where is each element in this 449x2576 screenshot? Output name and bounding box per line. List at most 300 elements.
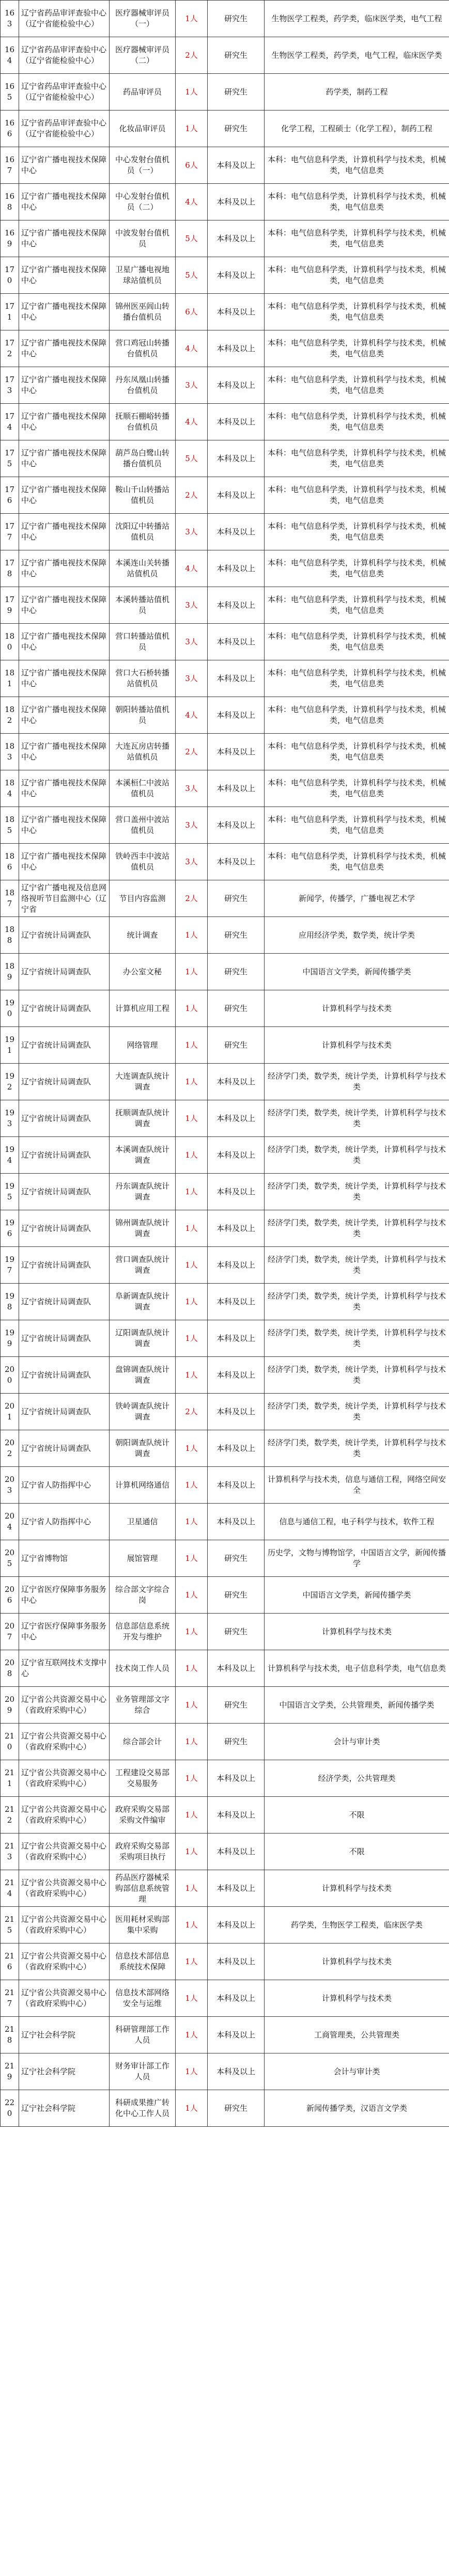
position-name: 抚顺调查队统计调查 (110, 1100, 176, 1137)
table-row (1, 1027, 449, 1064)
table-row (1, 404, 449, 440)
row-number: 201 (1, 1394, 19, 1430)
headcount: 1人 (176, 1540, 208, 1577)
table-row (1, 550, 449, 587)
row-number: 218 (1, 2017, 19, 2053)
major-requirement: 经济学门类，数学类，统计学类，计算机科学与技术类 (265, 1357, 449, 1394)
education-requirement: 本科及以上 (208, 587, 265, 624)
major-requirement: 本科：电气信息科学类，计算机科学与技术类，机械类，电气信息类 (265, 440, 449, 477)
employer-unit: 辽宁省广播电视技术保障中心 (19, 844, 110, 880)
row-number: 174 (1, 404, 19, 440)
employer-unit: 辽宁省统计局调查队 (19, 954, 110, 990)
education-requirement: 本科及以上 (208, 220, 265, 257)
employer-unit: 辽宁省统计局调查队 (19, 1064, 110, 1100)
major-requirement: 不限 (265, 1834, 449, 1870)
row-number: 190 (1, 990, 19, 1027)
headcount: 1人 (176, 1, 208, 37)
position-name: 科研管理部工作人员 (110, 2017, 176, 2053)
row-number: 187 (1, 880, 19, 917)
headcount: 6人 (176, 294, 208, 330)
major-requirement: 本科：电气信息科学类，计算机科学与技术类，机械类，电气信息类 (265, 660, 449, 697)
row-number: 170 (1, 257, 19, 294)
row-number: 173 (1, 367, 19, 404)
employer-unit: 辽宁省广播电视技术保障中心 (19, 477, 110, 514)
position-name: 财务审计部工作人员 (110, 2053, 176, 2090)
major-requirement: 经济学门类，数学类，统计学类，计算机科学与技术类 (265, 1430, 449, 1467)
education-requirement: 本科及以上 (208, 1504, 265, 1540)
education-requirement: 本科及以上 (208, 1210, 265, 1247)
table-row (1, 1540, 449, 1577)
row-number: 166 (1, 110, 19, 147)
headcount: 1人 (176, 1797, 208, 1834)
education-requirement: 本科及以上 (208, 1064, 265, 1100)
major-requirement: 本科：电气信息科学类，计算机科学与技术类，机械类，电气信息类 (265, 624, 449, 660)
position-name: 大连瓦房店转播站值机员 (110, 734, 176, 770)
employer-unit: 辽宁省公共资源交易中心（省政府采购中心） (19, 1760, 110, 1797)
employer-unit: 辽宁省药品审评查验中心（辽宁省能检验中心） (19, 74, 110, 110)
major-requirement: 信息与通信工程，电子科学与技术，软件工程 (265, 1504, 449, 1540)
employer-unit: 辽宁省医疗保障事务服务中心 (19, 1577, 110, 1614)
position-name: 信息技术部网络安全与运维 (110, 1980, 176, 2017)
row-number: 168 (1, 184, 19, 220)
position-name: 葫芦岛白鹭山转播台值机员 (110, 440, 176, 477)
headcount: 1人 (176, 1687, 208, 1724)
row-number: 189 (1, 954, 19, 990)
table-row (1, 1687, 449, 1724)
position-name: 中心发射台值机员（二） (110, 184, 176, 220)
major-requirement: 本科：电气信息科学类，计算机科学与技术类，机械类，电气信息类 (265, 147, 449, 184)
table-row (1, 1980, 449, 2017)
education-requirement: 本科及以上 (208, 1797, 265, 1834)
row-number: 215 (1, 1907, 19, 1943)
employer-unit: 辽宁省公共资源交易中心（省政府采购中心） (19, 1687, 110, 1724)
major-requirement: 本科：电气信息科学类，计算机科学与技术类，机械类，电气信息类 (265, 770, 449, 807)
education-requirement: 研究生 (208, 1, 265, 37)
row-number: 198 (1, 1284, 19, 1320)
headcount: 1人 (176, 1467, 208, 1504)
education-requirement: 本科及以上 (208, 734, 265, 770)
headcount: 4人 (176, 184, 208, 220)
row-number: 163 (1, 1, 19, 37)
employer-unit: 辽宁省广播电视技术保障中心 (19, 184, 110, 220)
position-name: 药品审评员 (110, 74, 176, 110)
employer-unit: 辽宁省统计局调查队 (19, 1137, 110, 1174)
headcount: 1人 (176, 1357, 208, 1394)
major-requirement: 经济学门类，数学类，统计学类，计算机科学与技术类 (265, 1247, 449, 1284)
headcount: 3人 (176, 770, 208, 807)
employer-unit: 辽宁省广播电视技术保障中心 (19, 770, 110, 807)
table-row (1, 807, 449, 844)
table-row (1, 1210, 449, 1247)
major-requirement: 经济学门类，数学类，统计学类，计算机科学与技术类 (265, 1320, 449, 1357)
employer-unit: 辽宁省广播电视技术保障中心 (19, 807, 110, 844)
row-number: 164 (1, 37, 19, 74)
headcount: 1人 (176, 2090, 208, 2127)
table-row (1, 734, 449, 770)
employer-unit: 辽宁省广播电视技术保障中心 (19, 624, 110, 660)
major-requirement: 本科：电气信息科学类，计算机科学与技术类，机械类，电气信息类 (265, 844, 449, 880)
major-requirement: 计算机科学与技术类，电子信息科学类，电气信息类 (265, 1650, 449, 1687)
table-row (1, 367, 449, 404)
table-row (1, 147, 449, 184)
table-row (1, 1357, 449, 1394)
education-requirement: 研究生 (208, 1027, 265, 1064)
major-requirement: 会计与审计类 (265, 2053, 449, 2090)
table-row (1, 1394, 449, 1430)
row-number: 207 (1, 1614, 19, 1650)
headcount: 5人 (176, 220, 208, 257)
employer-unit: 辽宁省互联网技术支撑中心 (19, 1650, 110, 1687)
education-requirement: 本科及以上 (208, 660, 265, 697)
position-name: 本溪连山关转播站值机员 (110, 550, 176, 587)
headcount: 1人 (176, 1650, 208, 1687)
education-requirement: 本科及以上 (208, 257, 265, 294)
education-requirement: 本科及以上 (208, 1394, 265, 1430)
row-number: 199 (1, 1320, 19, 1357)
education-requirement: 本科及以上 (208, 1650, 265, 1687)
employer-unit: 辽宁省广播电视技术保障中心 (19, 257, 110, 294)
position-name: 鞍山千山转播站值机员 (110, 477, 176, 514)
employer-unit: 辽宁省广播电视技术保障中心 (19, 220, 110, 257)
row-number: 197 (1, 1247, 19, 1284)
table-row (1, 2090, 449, 2127)
row-number: 217 (1, 1980, 19, 2017)
major-requirement: 中国语言文学类，新闻传播学类 (265, 954, 449, 990)
major-requirement: 本科：电气信息科学类，计算机科学与技术类，机械类，电气信息类 (265, 550, 449, 587)
table-row (1, 1834, 449, 1870)
table-row (1, 660, 449, 697)
employer-unit: 辽宁省统计局调查队 (19, 1100, 110, 1137)
employer-unit: 辽宁省人防指挥中心 (19, 1504, 110, 1540)
table-row (1, 1320, 449, 1357)
headcount: 1人 (176, 1174, 208, 1210)
headcount: 1人 (176, 1577, 208, 1614)
position-name: 中波发射台值机员 (110, 220, 176, 257)
headcount: 1人 (176, 1760, 208, 1797)
education-requirement: 本科及以上 (208, 1870, 265, 1907)
employer-unit: 辽宁省药品审评查验中心（辽宁省能检验中心） (19, 110, 110, 147)
position-name: 办公室文秘 (110, 954, 176, 990)
education-requirement: 本科及以上 (208, 770, 265, 807)
major-requirement: 本科：电气信息科学类，计算机科学与技术类，机械类，电气信息类 (265, 477, 449, 514)
row-number: 208 (1, 1650, 19, 1687)
table-row (1, 1467, 449, 1504)
position-name: 盘锦调查队统计调查 (110, 1357, 176, 1394)
table-row (1, 1504, 449, 1540)
table-row (1, 294, 449, 330)
position-name: 医疗器械审评员（二） (110, 37, 176, 74)
row-number: 203 (1, 1467, 19, 1504)
headcount: 1人 (176, 1247, 208, 1284)
row-number: 181 (1, 660, 19, 697)
row-number: 192 (1, 1064, 19, 1100)
major-requirement: 计算机科学与技术类 (265, 1027, 449, 1064)
position-name: 医用耗材采购部集中采购 (110, 1907, 176, 1943)
table-row (1, 1797, 449, 1834)
education-requirement: 研究生 (208, 1540, 265, 1577)
table-row (1, 1100, 449, 1137)
major-requirement: 本科：电气信息科学类，计算机科学与技术类，机械类，电气信息类 (265, 587, 449, 624)
headcount: 1人 (176, 1943, 208, 1980)
row-number: 206 (1, 1577, 19, 1614)
position-name: 朝阳调查队统计调查 (110, 1430, 176, 1467)
position-name: 计算机应用工程 (110, 990, 176, 1027)
major-requirement: 生物医学工程类，药学类，电气工程，临床医学类 (265, 37, 449, 74)
table-row (1, 2017, 449, 2053)
major-requirement: 本科：电气信息科学类，计算机科学与技术类，机械类，电气信息类 (265, 257, 449, 294)
education-requirement: 本科及以上 (208, 514, 265, 550)
headcount: 1人 (176, 1137, 208, 1174)
headcount: 1人 (176, 1100, 208, 1137)
major-requirement: 经济学门类，数学类，统计学类，计算机科学与技术类 (265, 1174, 449, 1210)
employer-unit: 辽宁省广播电视技术保障中心 (19, 514, 110, 550)
position-name: 药品医疗器械采购部信息系统管理 (110, 1870, 176, 1907)
position-name: 网络管理 (110, 1027, 176, 1064)
row-number: 205 (1, 1540, 19, 1577)
employer-unit: 辽宁省统计局调查队 (19, 1247, 110, 1284)
row-number: 204 (1, 1504, 19, 1540)
position-name: 沈阳辽中转播站值机员 (110, 514, 176, 550)
education-requirement: 本科及以上 (208, 1100, 265, 1137)
row-number: 183 (1, 734, 19, 770)
table-row (1, 257, 449, 294)
employer-unit: 辽宁省统计局调查队 (19, 1357, 110, 1394)
employer-unit: 辽宁省统计局调查队 (19, 1284, 110, 1320)
headcount: 5人 (176, 257, 208, 294)
position-name: 政府采购交易部采购文件编审 (110, 1797, 176, 1834)
position-name: 锦州调查队统计调查 (110, 1210, 176, 1247)
position-name: 大连调查队统计调查 (110, 1064, 176, 1100)
education-requirement: 本科及以上 (208, 1760, 265, 1797)
education-requirement: 本科及以上 (208, 184, 265, 220)
major-requirement: 计算机科学与技术类 (265, 990, 449, 1027)
education-requirement: 本科及以上 (208, 1320, 265, 1357)
row-number: 220 (1, 2090, 19, 2127)
position-name: 营口调查队统计调查 (110, 1247, 176, 1284)
position-name: 阜新调查队统计调查 (110, 1284, 176, 1320)
education-requirement: 本科及以上 (208, 844, 265, 880)
employer-unit: 辽宁省统计局调查队 (19, 1430, 110, 1467)
major-requirement: 经济学门类，数学类，统计学类，计算机科学与技术类 (265, 1284, 449, 1320)
position-name: 本溪调查队统计调查 (110, 1137, 176, 1174)
position-name: 统计调查 (110, 917, 176, 954)
education-requirement: 本科及以上 (208, 1834, 265, 1870)
employer-unit: 辽宁省广播电视技术保障中心 (19, 660, 110, 697)
education-requirement: 本科及以上 (208, 404, 265, 440)
headcount: 2人 (176, 734, 208, 770)
employer-unit: 辽宁省公共资源交易中心（省政府采购中心） (19, 1943, 110, 1980)
position-name: 信息部信息系统开发与维护 (110, 1614, 176, 1650)
headcount: 2人 (176, 477, 208, 514)
row-number: 219 (1, 2053, 19, 2090)
major-requirement: 本科：电气信息科学类，计算机科学与技术类，机械类，电气信息类 (265, 184, 449, 220)
employer-unit: 辽宁省药品审评查验中心（辽宁省能检验中心） (19, 37, 110, 74)
education-requirement: 本科及以上 (208, 440, 265, 477)
education-requirement: 研究生 (208, 74, 265, 110)
employer-unit: 辽宁省广播电视及信息网络视听节目监测中心（辽宁省 (19, 880, 110, 917)
table-row (1, 74, 449, 110)
major-requirement: 本科：电气信息科学类，计算机科学与技术类，机械类，电气信息类 (265, 330, 449, 367)
table-row (1, 1174, 449, 1210)
education-requirement: 研究生 (208, 954, 265, 990)
headcount: 2人 (176, 880, 208, 917)
table-row (1, 770, 449, 807)
row-number: 193 (1, 1100, 19, 1137)
position-name: 政府采购交易部采购项目执行 (110, 1834, 176, 1870)
headcount: 1人 (176, 110, 208, 147)
headcount: 1人 (176, 1907, 208, 1943)
major-requirement: 本科：电气信息科学类，计算机科学与技术类，机械类，电气信息类 (265, 294, 449, 330)
headcount: 1人 (176, 1614, 208, 1650)
major-requirement: 中国语言文学类，公共管理类，新闻传播学类 (265, 1687, 449, 1724)
position-name: 信息技术部信息系统技术保障 (110, 1943, 176, 1980)
row-number: 169 (1, 220, 19, 257)
row-number: 191 (1, 1027, 19, 1064)
table-row (1, 1907, 449, 1943)
headcount: 4人 (176, 330, 208, 367)
position-name: 辽阳调查队统计调查 (110, 1320, 176, 1357)
major-requirement: 化学工程，工程硕士（化学工程），制药工程 (265, 110, 449, 147)
table-row (1, 440, 449, 477)
education-requirement: 本科及以上 (208, 1357, 265, 1394)
headcount: 4人 (176, 404, 208, 440)
row-number: 176 (1, 477, 19, 514)
position-name: 本溪桓仁中波站值机员 (110, 770, 176, 807)
major-requirement: 经济学门类，数学类，统计学类，计算机科学与技术类 (265, 1064, 449, 1100)
major-requirement: 经济学门类，数学类，统计学类，计算机科学与技术类 (265, 1394, 449, 1430)
headcount: 6人 (176, 147, 208, 184)
employer-unit: 辽宁社会科学院 (19, 2053, 110, 2090)
employer-unit: 辽宁省公共资源交易中心（省政府采购中心） (19, 1724, 110, 1760)
position-name: 丹东凤凰山转播台值机员 (110, 367, 176, 404)
headcount: 4人 (176, 697, 208, 734)
major-requirement: 本科：电气信息科学类，计算机科学与技术类，机械类，电气信息类 (265, 697, 449, 734)
major-requirement: 计算机科学与技术类 (265, 1870, 449, 1907)
major-requirement: 本科：电气信息科学类，计算机科学与技术类，机械类，电气信息类 (265, 734, 449, 770)
employer-unit: 辽宁省公共资源交易中心（省政府采购中心） (19, 1980, 110, 2017)
education-requirement: 本科及以上 (208, 550, 265, 587)
major-requirement: 计算机科学与技术类 (265, 1943, 449, 1980)
major-requirement: 中国语言文学类，新闻传播学类 (265, 1577, 449, 1614)
headcount: 1人 (176, 917, 208, 954)
headcount: 1人 (176, 1320, 208, 1357)
table-row (1, 954, 449, 990)
employer-unit: 辽宁省公共资源交易中心（省政府采购中心） (19, 1834, 110, 1870)
table-row (1, 880, 449, 917)
education-requirement: 研究生 (208, 990, 265, 1027)
employer-unit: 辽宁省统计局调查队 (19, 1174, 110, 1210)
major-requirement: 计算机科学与技术类 (265, 1614, 449, 1650)
education-requirement: 本科及以上 (208, 1943, 265, 1980)
position-name: 朝阳转播站值机员 (110, 697, 176, 734)
headcount: 1人 (176, 1980, 208, 2017)
headcount: 5人 (176, 440, 208, 477)
employer-unit: 辽宁省广播电视技术保障中心 (19, 404, 110, 440)
position-name: 本溪转播站值机员 (110, 587, 176, 624)
employer-unit: 辽宁省人防指挥中心 (19, 1467, 110, 1504)
position-name: 医疗器械审评员（一） (110, 1, 176, 37)
employer-unit: 辽宁省广播电视技术保障中心 (19, 367, 110, 404)
headcount: 2人 (176, 1394, 208, 1430)
table-row (1, 1247, 449, 1284)
headcount: 1人 (176, 1504, 208, 1540)
education-requirement: 研究生 (208, 1724, 265, 1760)
table-row (1, 184, 449, 220)
row-number: 214 (1, 1870, 19, 1907)
employer-unit: 辽宁省博物馆 (19, 1540, 110, 1577)
education-requirement: 本科及以上 (208, 1467, 265, 1504)
row-number: 194 (1, 1137, 19, 1174)
position-name: 计算机网络通信 (110, 1467, 176, 1504)
major-requirement: 应用经济学类，数学类，统计学类 (265, 917, 449, 954)
education-requirement: 本科及以上 (208, 1907, 265, 1943)
table-row (1, 1137, 449, 1174)
table-row (1, 110, 449, 147)
table-row (1, 1, 449, 37)
major-requirement: 新闻学，传播学，广播电视艺术学 (265, 880, 449, 917)
table-row (1, 1577, 449, 1614)
position-name: 锦州医巫闾山转播台值机员 (110, 294, 176, 330)
education-requirement: 本科及以上 (208, 367, 265, 404)
employer-unit: 辽宁省广播电视技术保障中心 (19, 147, 110, 184)
position-name: 抚顺石棚峪转播台值机员 (110, 404, 176, 440)
row-number: 178 (1, 550, 19, 587)
headcount: 3人 (176, 807, 208, 844)
major-requirement: 药学类，制药工程 (265, 74, 449, 110)
employer-unit: 辽宁社会科学院 (19, 2090, 110, 2127)
education-requirement: 研究生 (208, 880, 265, 917)
position-name: 工程建设交易部交易服务 (110, 1760, 176, 1797)
headcount: 1人 (176, 1210, 208, 1247)
position-name: 卫星广播电视地球站值机员 (110, 257, 176, 294)
position-name: 技术岗工作人员 (110, 1650, 176, 1687)
table-row (1, 477, 449, 514)
table-body (1, 1, 449, 2127)
row-number: 202 (1, 1430, 19, 1467)
education-requirement: 本科及以上 (208, 1284, 265, 1320)
headcount: 1人 (176, 74, 208, 110)
headcount: 2人 (176, 37, 208, 74)
education-requirement: 本科及以上 (208, 2017, 265, 2053)
row-number: 196 (1, 1210, 19, 1247)
education-requirement: 本科及以上 (208, 330, 265, 367)
position-name: 业务管理部文字综合 (110, 1687, 176, 1724)
row-number: 182 (1, 697, 19, 734)
position-name: 营口大石桥转播站值机员 (110, 660, 176, 697)
education-requirement: 研究生 (208, 37, 265, 74)
employer-unit: 辽宁省公共资源交易中心（省政府采购中心） (19, 1870, 110, 1907)
education-requirement: 本科及以上 (208, 2053, 265, 2090)
headcount: 1人 (176, 1834, 208, 1870)
headcount: 1人 (176, 1284, 208, 1320)
major-requirement: 经济学类，公共管理类 (265, 1760, 449, 1797)
row-number: 186 (1, 844, 19, 880)
headcount: 1人 (176, 2053, 208, 2090)
employer-unit: 辽宁省广播电视技术保障中心 (19, 697, 110, 734)
major-requirement: 药学类，生物医学工程类，临床医学类 (265, 1907, 449, 1943)
headcount: 1人 (176, 1064, 208, 1100)
position-name: 丹东调查队统计调查 (110, 1174, 176, 1210)
row-number: 184 (1, 770, 19, 807)
education-requirement: 研究生 (208, 2090, 265, 2127)
table-row (1, 990, 449, 1027)
position-name: 化妆品审评员 (110, 110, 176, 147)
headcount: 1人 (176, 2017, 208, 2053)
table-row (1, 1064, 449, 1100)
table-row (1, 1430, 449, 1467)
major-requirement: 本科：电气信息科学类，计算机科学与技术类，机械类，电气信息类 (265, 220, 449, 257)
education-requirement: 本科及以上 (208, 1137, 265, 1174)
